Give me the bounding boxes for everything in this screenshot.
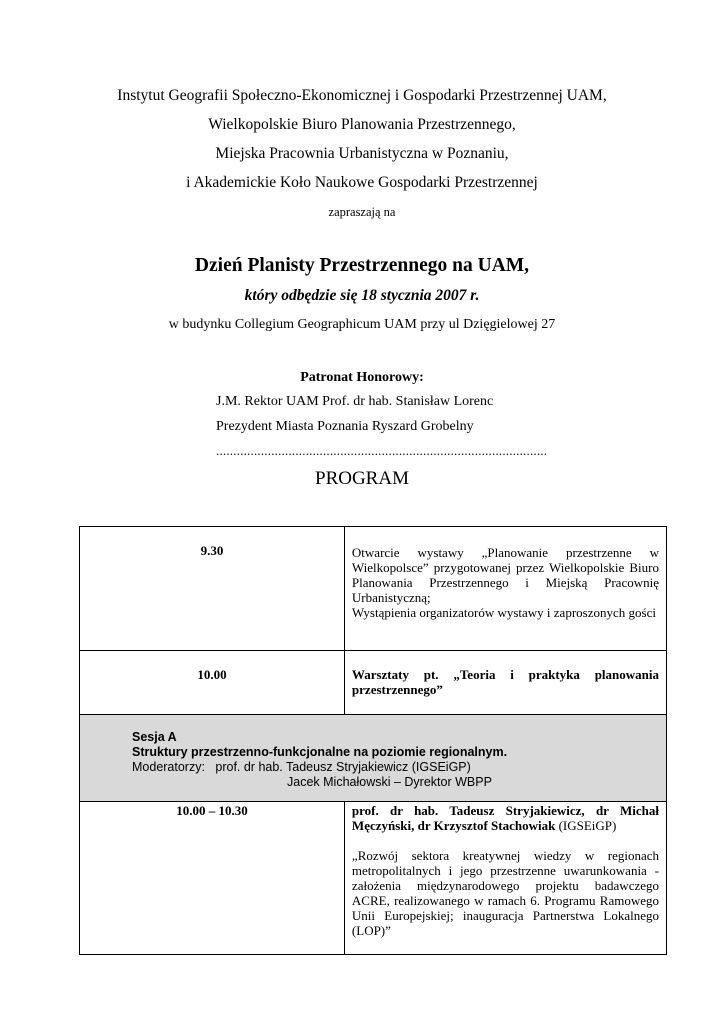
invite-text: zapraszają na xyxy=(328,205,396,219)
opening-text: Otwarcie wystawy „Planowanie przestrzenne w Wielkopolsce” przygotowanej przez Wielkopolskie Biuro Planowania Przestrzennego i Miejską Pracownię Urbanistyczną; xyxy=(351,545,659,605)
session-row xyxy=(80,715,667,802)
moderator-2: Jacek Michałowski – Dyrektor WBPP xyxy=(287,775,492,789)
patron-rector: J.M. Rektor UAM Prof. dr hab. Stanisław Lorenc xyxy=(216,394,494,409)
time-cell xyxy=(80,527,345,651)
event-date: który odbędzie się 18 stycznia 2007 r. xyxy=(244,287,480,304)
table-row xyxy=(80,651,667,715)
patron-mayor: Prezydent Miasta Poznania Ryszard Grobelny xyxy=(216,419,474,434)
program-heading: PROGRAM xyxy=(315,468,409,489)
talk-title: „Rozwój sektora kreatywnej wiedzy w regionach metropolitalnych i jego przestrzenne uwarunkowania - założenia międzynarodowego projektu badawczego ACRE, realizowanego w ramach 6. Programu Ramowego Unii Europejskiej; inauguracja Partnerstwa Lokalnego (LOP)” xyxy=(351,848,659,938)
organizer-line-2: Wielkopolskie Biuro Planowania Przestrzennego, xyxy=(208,116,516,133)
time-label: 10.00 xyxy=(197,667,227,682)
moderator-1: prof. dr hab. Tadeusz Stryjakiewicz (IGSEiGP) xyxy=(215,760,471,774)
time-label: 9.30 xyxy=(200,543,224,558)
description-cell xyxy=(344,651,666,715)
description-cell xyxy=(344,802,666,955)
moderators-label: Moderatorzy: xyxy=(132,760,205,774)
table-row xyxy=(80,527,667,651)
event-title: Dzień Planisty Przestrzennego na UAM, xyxy=(194,255,530,276)
program-table xyxy=(79,526,667,955)
time-cell xyxy=(80,802,345,955)
workshop-text: Warsztaty pt. „Teoria i praktyka planowania przestrzennego” xyxy=(351,667,659,697)
speakers xyxy=(352,803,659,833)
time-cell xyxy=(80,651,345,715)
organizer-line-4: i Akademickie Koło Naukowe Gospodarki Przestrzennej xyxy=(186,174,538,191)
patronat-heading: Patronat Honorowy: xyxy=(300,370,424,385)
organizer-line-3: Miejska Pracownia Urbanistyczna w Poznaniu, xyxy=(215,145,509,162)
talk-authors: prof. dr hab. Tadeusz Stryjakiewicz, dr Michał Męczyński, dr Krzysztof Stachowiak xyxy=(351,803,659,833)
organizer-line-1: Instytut Geografii Społeczno-Ekonomicznej i Gospodarki Przestrzennej UAM, xyxy=(117,87,607,104)
event-place: w budynku Collegium Geographicum UAM przy ul Dzięgielowej 27 xyxy=(168,317,556,332)
moderators-line xyxy=(132,760,666,775)
session-topic: Struktury przestrzenno-funkcjonalne na poziomie regionalnym. xyxy=(132,745,508,759)
table-row xyxy=(80,802,667,955)
dotted-separator: ................................................................................................ xyxy=(216,443,548,458)
talk-affiliation: (IGSEiGP) xyxy=(555,818,617,833)
description-cell xyxy=(344,527,666,651)
speeches-text: Wystąpienia organizatorów wystawy i zaproszonych gości xyxy=(351,605,656,620)
session-name: Sesja A xyxy=(132,730,177,744)
time-label: 10.00 – 10.30 xyxy=(176,803,248,818)
session-cell xyxy=(80,715,667,802)
